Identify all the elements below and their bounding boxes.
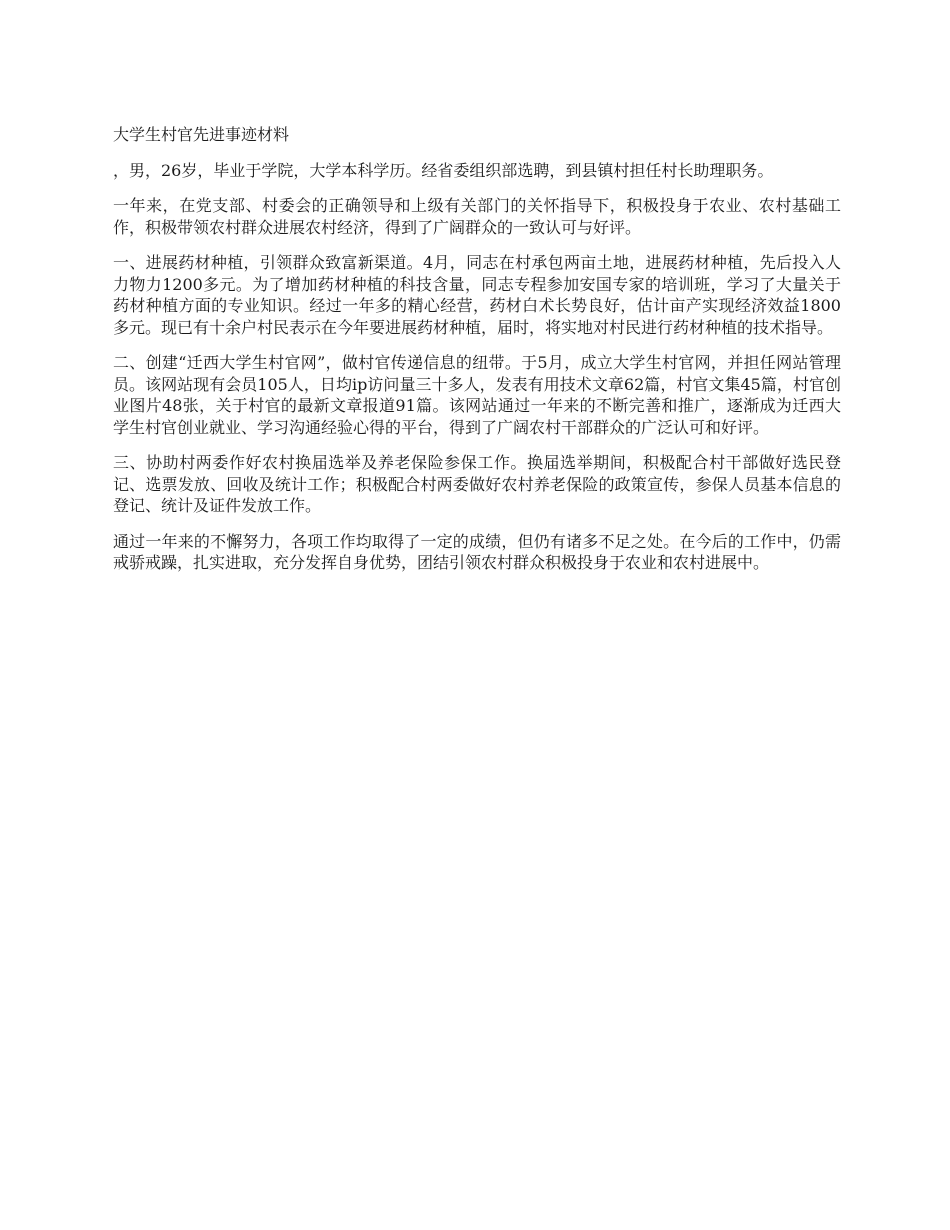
paragraph-website: 二、创建“迁西大学生村官网”，做村官传递信息的纽带。于5月，成立大学生村官网，并担任网站管理员。该网站现有会员105人，日均ip访问量三十多人，发表有用技术文章62篇，村官文集45篇，村官创业图片48张，关于村官的最新文章报道91篇。该网站通过一年来的不断完善和推广，逐渐成为迁西大学生村官创业就业、学习沟通经验心得的平台，得到了广阔农村干部群众的广泛认可和好评。 xyxy=(113,353,841,437)
paragraph-conclusion: 通过一年来的不懈努力，各项工作均取得了一定的成绩，但仍有诸多不足之处。在今后的工作中，仍需戒骄戒躁，扎实进取，充分发挥自身优势，团结引领农村群众积极投身于农业和农村进展中。 xyxy=(113,531,841,572)
paragraph-election-insurance: 三、协助村两委作好农村换届选举及养老保险参保工作。换届选举期间，积极配合村干部做好选民登记、选票发放、回收及统计工作；积极配合村两委做好农村养老保险的政策宣传，参保人员基本信息的登记、统计及证件发放工作。 xyxy=(113,453,841,515)
paragraph-herb-planting: 一、进展药材种植，引领群众致富新渠道。4月，同志在村承包两亩土地，进展药材种植，先后投入人力物力1200多元。为了增加药材种植的科技含量，同志专程参加安国专家的培训班，学习了大量关于药材种植方面的专业知识。经过一年多的精心经营，药材白术长势良好，估计亩产实现经济效益1800多元。现已有十余户村民表示在今年要进展药材种植，届时，将实地对村民进行药材种植的技术指导。 xyxy=(113,253,841,337)
paragraph-intro: ，男，26岁，毕业于学院，大学本科学历。经省委组织部选聘，到县镇村担任村长助理职务。 xyxy=(113,160,774,180)
paragraph-summary: 一年来，在党支部、村委会的正确领导和上级有关部门的关怀指导下，积极投身于农业、农村基础工作，积极带领农村群众进展农村经济，得到了广阔群众的一致认可与好评。 xyxy=(113,196,841,237)
document-title: 大学生村官先进事迹材料 xyxy=(113,125,290,144)
document-page xyxy=(113,124,841,588)
